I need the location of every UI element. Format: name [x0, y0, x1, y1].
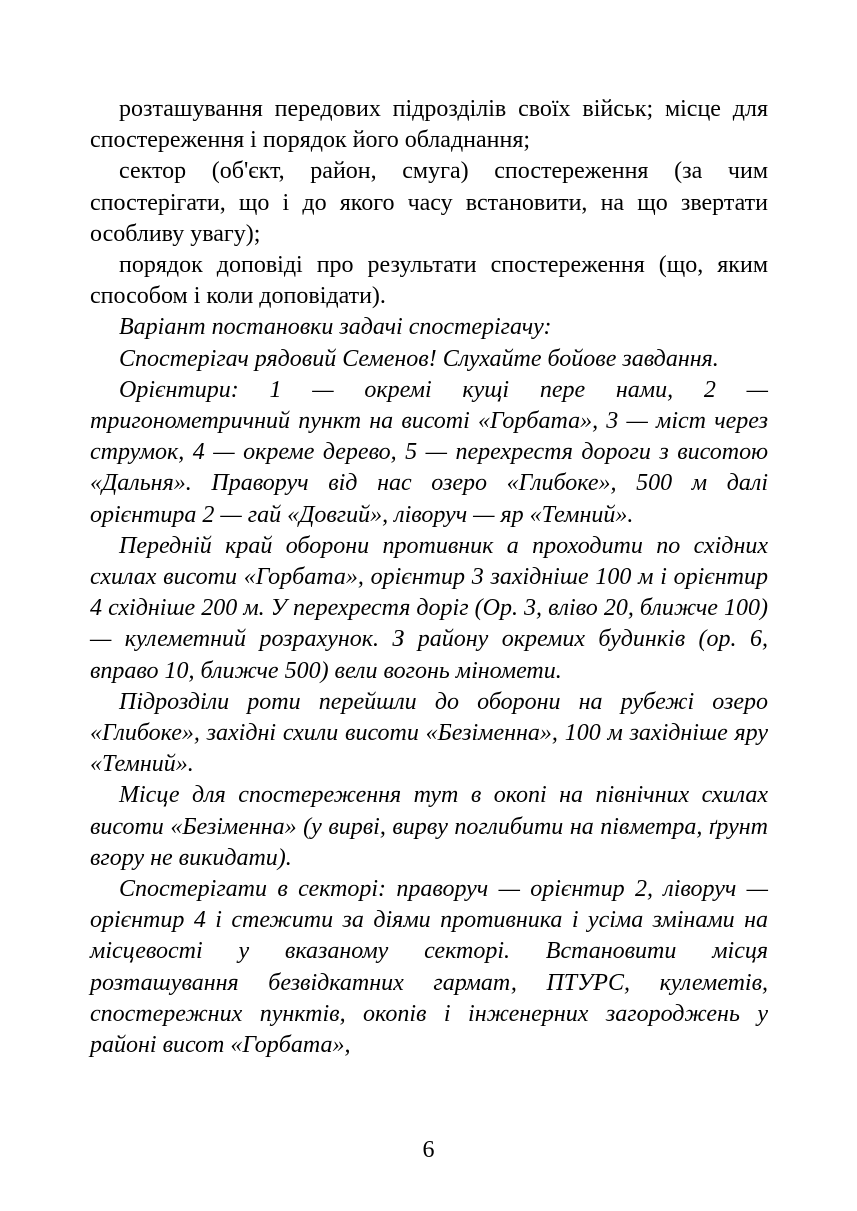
page-number: 6 [422, 1137, 435, 1163]
paragraph-company-defense: Підрозділи роти перейшли до оборони на рубежі озеро «Глибоке», західні схили висоти «Безіменна», 100 м західніше яру «Темний». [90, 688, 768, 778]
paragraph-observation-post: Місце для спостереження тут в окопі на північних схилах висоти «Безіменна» (у вирві, вирву поглибити на півметра, ґрунт вгору не викидати). [90, 782, 768, 871]
paragraph-observer-address: Спостерігач рядовий Семенов! Слухайте бойове завдання. [119, 345, 719, 372]
paragraph-observation-sector: Спостерігати в секторі: праворуч — орієнтир 2, ліворуч — орієнтир 4 і стежити за діями противника і усіма змінами на місцевості у вказаному секторі. Встановити місця розташування безвідкатних гармат, ПТУРС, кулеметів, спостережних пунктів, окопів і інженерних загороджень у районі висот «Горбата», [90, 876, 768, 1059]
paragraph-deployment: розташування передових підрозділів своїх військ; місце для спостереження і порядок його обладнання; [90, 96, 768, 154]
paragraph-sector: сектор (об'єкт, район, смуга) спостереження (за чим спостерігати, що і до якого часу встановити, на що звертати особливу увагу); [90, 158, 768, 247]
paragraph-task-variant-heading: Варіант постановки задачі спостерігачу: [119, 314, 552, 341]
paragraph-landmarks: Орієнтири: 1 — окремі кущі пере нами, 2 — тригонометричний пункт на висоті «Горбата», 3 — міст через струмок, 4 — окреме дерево, 5 — перехрестя дороги з висотою «Дальня». Праворуч від нас озеро «Глибоке», 500 м далі орієнтира 2 — гай «Довгий», ліворуч — яр «Темний». [90, 376, 768, 528]
paragraph-enemy-front: Передній край оборони противник а проходити по східних схилах висоти «Горбата», орієнтир 3 західніше 100 м і орієнтир 4 східніше 200 м. У перехрестя доріг (Ор. 3, вліво 20, ближче 100) — кулеметний розрахунок. З району окремих будинків (ор. 6, вправо 10, ближче 500) вели вогонь міномети. [90, 532, 768, 684]
page-body [90, 94, 768, 1061]
paragraph-report-order: порядок доповіді про результати спостереження (що, яким способом і коли доповідати). [90, 252, 768, 310]
